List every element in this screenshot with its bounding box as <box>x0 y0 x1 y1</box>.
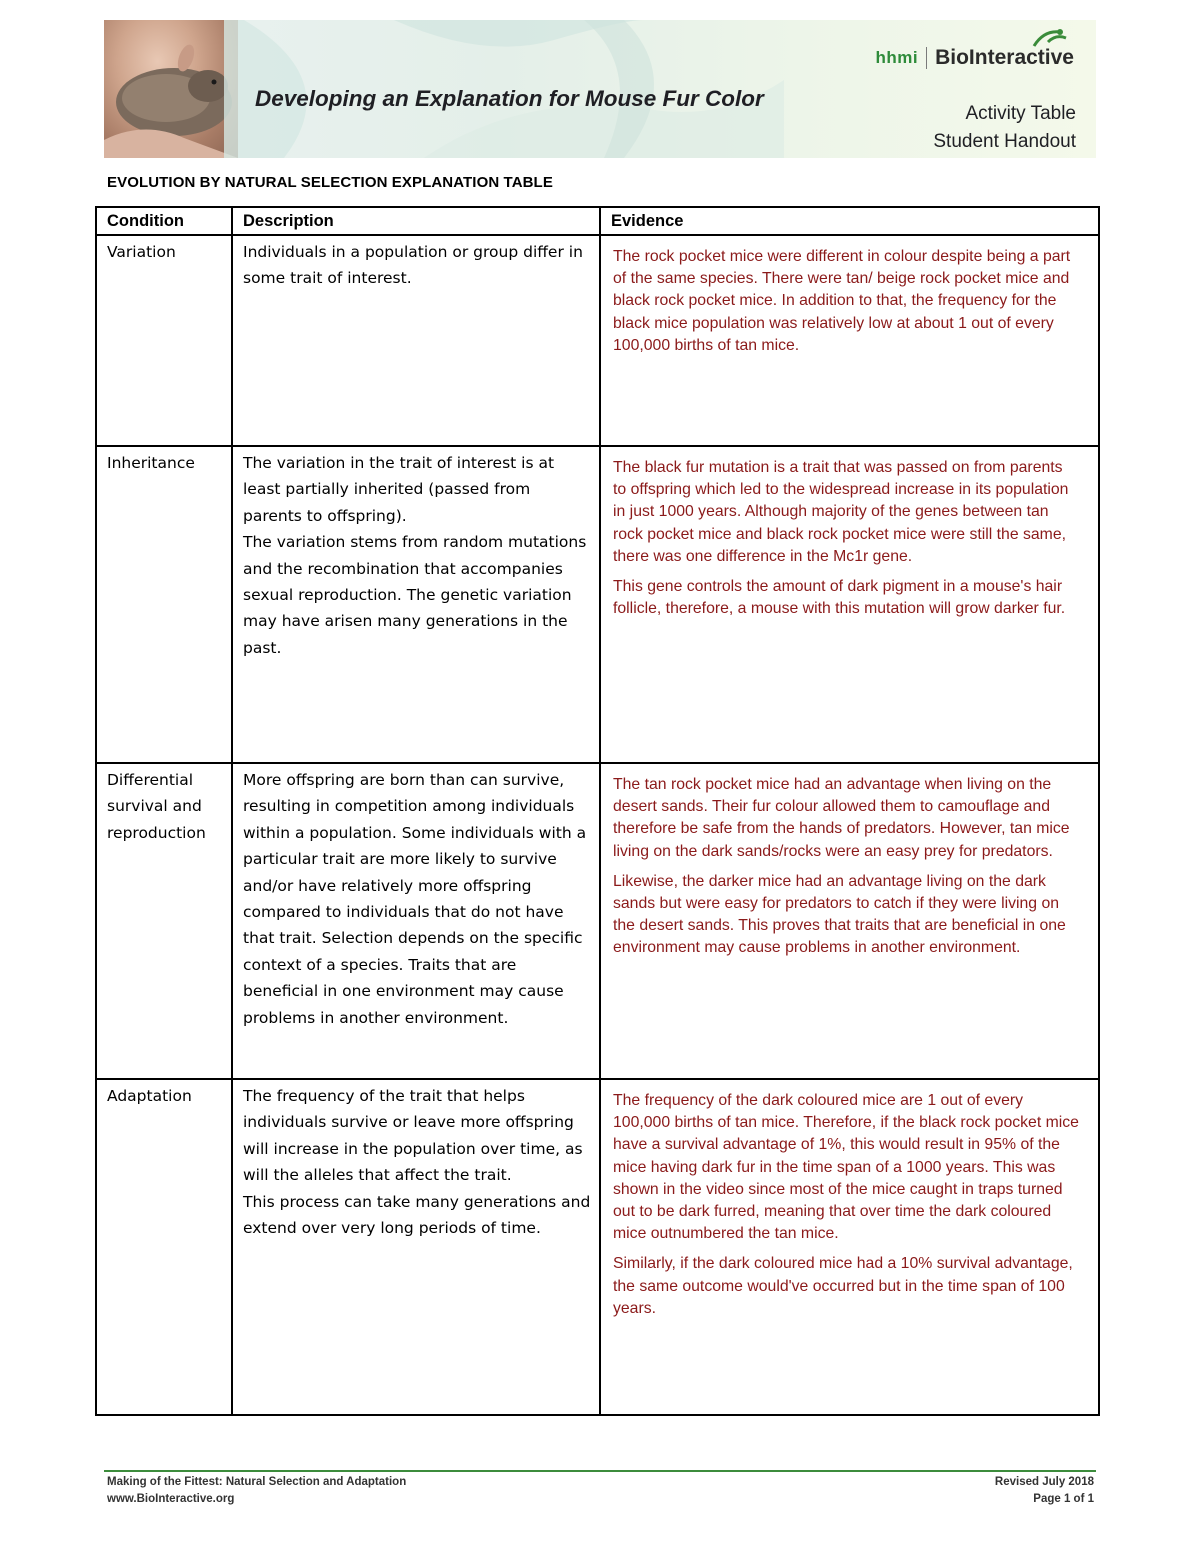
description-text: Individuals in a population or group differ in some trait of interest. <box>243 243 583 288</box>
description-text: More offspring are born than can survive, resulting in competition among individuals within a population. Some individuals with a particular trait are more likely to survive and/or have relatively more offspring compared to individuals that do not have that trait. Selection depends on the specific context of a species. Traits that are beneficial in one environment may cause problems in another environment. <box>243 771 587 1027</box>
mouse-photo <box>104 20 238 158</box>
section-title: EVOLUTION BY NATURAL SELECTION EXPLANATION TABLE <box>107 174 553 191</box>
document-subtitle <box>933 100 1076 156</box>
hhmi-biointeractive-logo <box>876 46 1075 70</box>
description-cell <box>232 446 600 763</box>
description-cell <box>232 763 600 1079</box>
explanation-table <box>95 206 1100 1416</box>
evidence-text: The rock pocket mice were different in colour despite being a part of the same species. There were tan/ beige rock pocket mice and black rock pocket mice. In addition to that, the frequency for the black mice population was relatively low at about 1 out of every 100,000 births of tan mice. <box>613 248 1071 354</box>
description-text: The frequency of the trait that helps individuals survive or leave more offspring will increase in the population over time, as will the alleles that affect the trait. <box>243 1087 583 1185</box>
table-header-row <box>96 207 1099 235</box>
footer-website-link[interactable]: www.BioInteractive.org <box>107 1493 235 1505</box>
condition-label: Inheritance <box>107 454 195 472</box>
condition-label: Adaptation <box>107 1087 192 1105</box>
description-text: The variation stems from random mutations and the recombination that accompanies sexual reproduction. The genetic variation may have arisen many generations in the past. <box>243 533 587 657</box>
table-row-adaptation <box>96 1079 1099 1415</box>
footer-left <box>107 1474 406 1508</box>
footer-right <box>995 1474 1094 1508</box>
footer-revised-date: Revised July 2018 <box>994 1476 1094 1488</box>
condition-label: Differential <box>107 771 194 789</box>
table-row-differential-survival <box>96 763 1099 1079</box>
evidence-cell[interactable] <box>600 1079 1099 1415</box>
evidence-text: The black fur mutation is a trait that was passed on from parents to offspring which led to the widespread increase in its population in just 1000 years. Although majority of the genes between tan rock pocket mice and black rock pocket mice were still the same, there was one difference in the Mc1r gene. <box>613 459 1069 565</box>
evidence-text: Similarly, if the dark coloured mice had a 10% survival advantage, the same outcome would've occurred but in the time span of 100 years. <box>613 1255 1073 1317</box>
description-text: This process can take many generations and extend over very long periods of time. <box>243 1192 591 1238</box>
footer-course-title: Making of the Fittest: Natural Selection and Adaptation <box>107 1476 407 1488</box>
subtitle-activity-table: Activity Table <box>965 103 1076 124</box>
logo-hhmi-text: hhmi <box>875 48 919 67</box>
header-evidence: Evidence <box>600 207 1099 235</box>
document-title: Developing an Explanation for Mouse Fur Color <box>255 86 764 111</box>
evidence-cell[interactable] <box>600 446 1099 763</box>
header-banner <box>104 20 1096 158</box>
header-description: Description <box>232 207 600 235</box>
evidence-cell[interactable] <box>600 235 1099 446</box>
condition-cell <box>96 446 232 763</box>
evidence-text: The tan rock pocket mice had an advantage when living on the desert sands. Their fur colour allowed them to camouflage and therefore be safe from the hands of predators. However, tan mice living on the dark sands/rocks were an easy prey for predators. <box>613 776 1070 860</box>
condition-cell <box>96 763 232 1079</box>
subtitle-student-handout: Student Handout <box>933 131 1076 152</box>
footer-page-number: Page 1 of 1 <box>1033 1493 1094 1505</box>
evidence-text: The frequency of the dark coloured mice are 1 out of every 100,000 births of tan mice. Therefore, if the black rock pocket mice have a survival advantage of 1%, this would result in 95% of the mice having dark fur in the time span of a 1000 years. This was shown in the video since most of the mice caught in traps turned out to be dark furred, meaning that over time the dark coloured mice outnumbered the tan mice. <box>613 1092 1079 1243</box>
condition-label: Variation <box>107 243 176 261</box>
condition-cell <box>96 235 232 446</box>
condition-label: reproduction <box>107 823 206 842</box>
condition-label: survival and <box>107 797 202 816</box>
header-condition: Condition <box>96 207 232 235</box>
table-row-inheritance <box>96 446 1099 763</box>
condition-cell <box>96 1079 232 1415</box>
evidence-cell[interactable] <box>600 763 1099 1079</box>
table-row-variation <box>96 235 1099 446</box>
evidence-text: This gene controls the amount of dark pigment in a mouse's hair follicle, therefore, a mouse with this mutation will grow darker fur. <box>613 578 1066 618</box>
evidence-text: Likewise, the darker mice had an advantage living on the dark sands but were easy for predators to catch if they were living on the desert sands. This proves that traits that are beneficial in one environment may cause problems in another environment. <box>613 872 1066 957</box>
description-cell <box>232 235 600 446</box>
logo-biointeractive-text: BioInteractive <box>935 46 1074 69</box>
footer-divider <box>104 1470 1096 1472</box>
mouse-illustration <box>104 20 238 158</box>
description-cell <box>232 1079 600 1415</box>
logo-divider <box>926 47 927 69</box>
description-text: The variation in the trait of interest is at least partially inherited (passed from parents to offspring). <box>243 454 555 525</box>
